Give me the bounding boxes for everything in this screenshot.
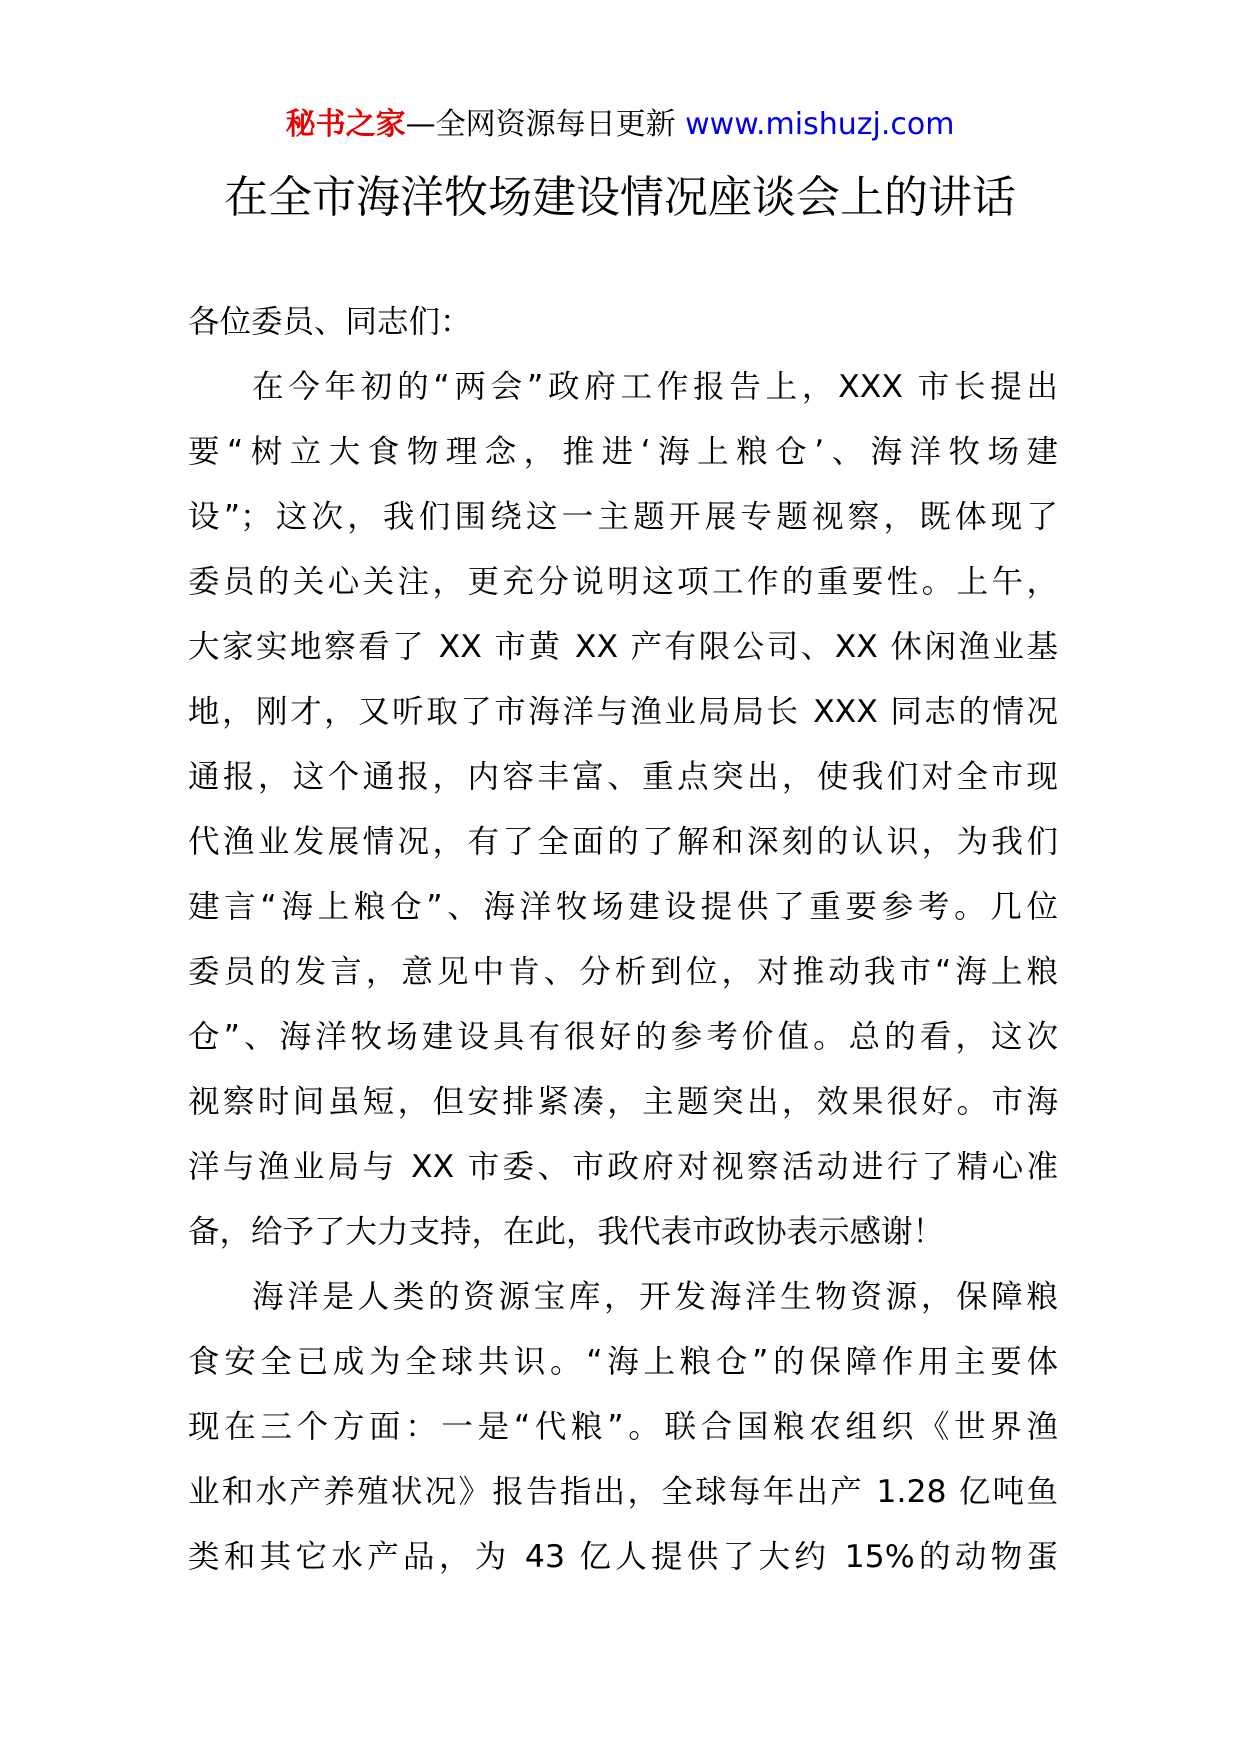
body-text-line: 通报，这个通报，内容丰富、重点突出，使我们对全市现	[188, 759, 1058, 795]
body-text-line: 委员的发言，意见中肯、分析到位，对推动我市“海上粮	[188, 954, 1058, 990]
body-text-line: 仓”、海洋牧场建设具有很好的参考价值。总的看，这次	[188, 1019, 1058, 1055]
brand-name: 秘书之家	[285, 107, 406, 142]
body-text-line: 大家实地察看了 XX 市黄 XX 产有限公司、XX 休闲渔业基	[188, 629, 1058, 665]
body-text-line: 现在三个方面：一是“代粮”。联合国粮农组织《世界渔	[188, 1409, 1058, 1445]
body-text-line: 备，给予了大力支持，在此，我代表市政协表示感谢！	[188, 1214, 945, 1250]
site-header	[0, 103, 1240, 147]
body-text-line: 海洋是人类的资源宝库，开发海洋生物资源，保障粮	[252, 1279, 1058, 1315]
body-text-line: 食安全已成为全球共识。“海上粮仓”的保障作用主要体	[188, 1344, 1058, 1380]
body-text-line: 委员的关心关注，更充分说明这项工作的重要性。上午，	[188, 564, 1058, 600]
body-text-line: 代渔业发展情况，有了全面的了解和深刻的认识，为我们	[188, 824, 1058, 860]
site-url-link[interactable]: www.mishuzj.com	[685, 107, 955, 142]
body-text-line: 要“树立大食物理念，推进‘海上粮仓’、海洋牧场建	[188, 434, 1058, 470]
body-text-line: 设”；这次，我们围绕这一主题开展专题视察，既体现了	[188, 499, 1058, 535]
body-text-line: 在今年初的“两会”政府工作报告上，XXX 市长提出	[252, 369, 1058, 405]
body-text-line: 各位委员、同志们：	[188, 304, 472, 340]
body-text-line: 类和其它水产品，为 43 亿人提供了大约 15%的动物蛋	[188, 1539, 1058, 1575]
document-body	[188, 290, 1058, 1590]
body-text-line: 洋与渔业局与 XX 市委、市政府对视察活动进行了精心准	[188, 1149, 1058, 1185]
body-text-line: 建言“海上粮仓”、海洋牧场建设提供了重要参考。几位	[188, 889, 1058, 925]
body-text-line: 地，刚才，又听取了市海洋与渔业局局长 XXX 同志的情况	[188, 694, 1058, 730]
body-text-line: 业和水产养殖状况》报告指出，全球每年出产 1.28 亿吨鱼	[188, 1474, 1058, 1510]
body-text-line: 视察时间虽短，但安排紧凑，主题突出，效果很好。市海	[188, 1084, 1058, 1120]
document-title: 在全市海洋牧场建设情况座谈会上的讲话	[224, 172, 1016, 223]
site-tagline: —全网资源每日更新	[405, 107, 676, 142]
